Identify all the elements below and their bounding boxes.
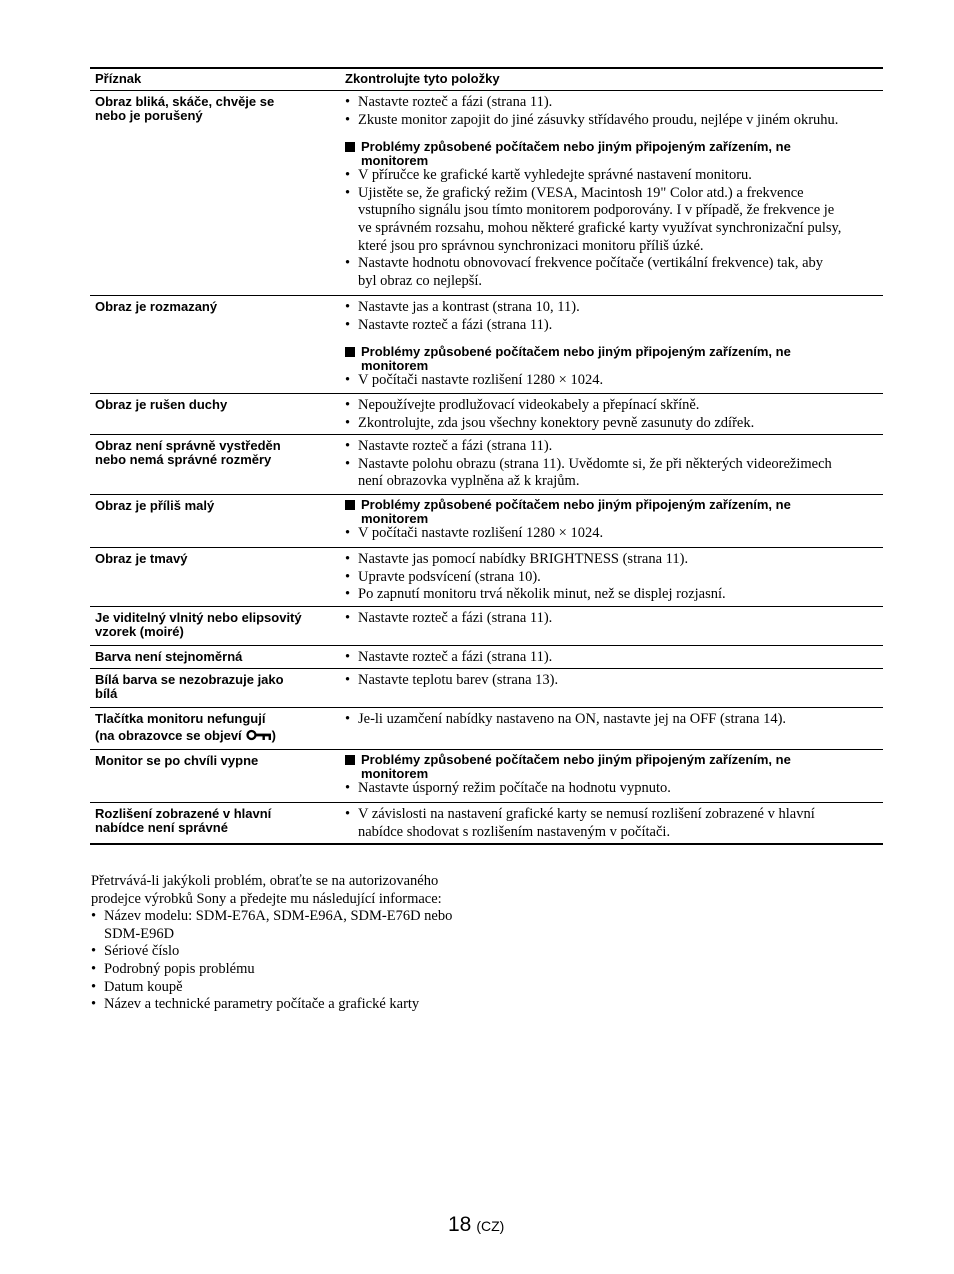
- check-item: [345, 551, 879, 569]
- section-heading-text: Problémy způsobené počítačem nebo jiným připojeným zařízením, ne monitorem: [361, 139, 791, 169]
- bullet-icon: [345, 586, 350, 604]
- symptom-text: Je viditelný vlnitý nebo elipsovitý vzorek (moiré): [95, 610, 302, 639]
- symptom-cell: [90, 91, 340, 295]
- symptom-cell: [90, 435, 340, 494]
- square-bullet-icon: [345, 500, 355, 510]
- table-row: [90, 646, 883, 669]
- bullet-icon: [345, 438, 350, 456]
- checks-cell: [340, 646, 883, 668]
- table-row: [90, 91, 883, 296]
- bullet-icon: [345, 672, 350, 690]
- bullet-icon: [345, 317, 350, 335]
- check-item: [345, 438, 879, 456]
- section-heading: [345, 498, 879, 526]
- table-row: [90, 708, 883, 750]
- square-bullet-icon: [345, 755, 355, 765]
- check-item: [345, 780, 879, 798]
- table-header-row: [90, 69, 883, 91]
- key-icon: [246, 729, 272, 741]
- note-list-item-text: Název a technické parametry počítače a grafické karty: [104, 996, 420, 1013]
- symptom-cell: [90, 495, 340, 547]
- check-item-text: V počítači nastavte rozlišení 1280 × 1024.: [358, 372, 604, 389]
- symptom-text: Obraz je příliš malý: [95, 498, 215, 513]
- symptom-cell: [90, 296, 340, 393]
- bullet-icon: [91, 943, 96, 961]
- check-item: [345, 806, 879, 841]
- check-item-text: Nastavte hodnotu obnovovací frekvence počítače (vertikální frekvence) tak, aby byl obraz co nejlepší.: [358, 255, 824, 289]
- section-heading-text: Problémy způsobené počítačem nebo jiným připojeným zařízením, ne monitorem: [361, 344, 791, 374]
- bullet-icon: [91, 908, 96, 926]
- table-row: [90, 495, 883, 548]
- table-row: [90, 803, 883, 845]
- bullet-icon: [91, 961, 96, 979]
- section-heading: [345, 140, 879, 168]
- page-number-value: 18: [448, 1213, 472, 1236]
- check-item-text: V závislosti na nastavení grafické karty se nemusí rozlišení zobrazené v hlavní nabídce shodovat s rozlišením nastaveným v počítači.: [358, 806, 815, 840]
- symptom-cell: [90, 646, 340, 668]
- note-list-item-text: Sériové číslo: [104, 943, 180, 960]
- note-list-item: [91, 979, 511, 997]
- check-item: [345, 372, 879, 390]
- section-heading-text: Problémy způsobené počítačem nebo jiným připojeným zařízením, ne monitorem: [361, 497, 791, 526]
- checks-cell: [340, 669, 883, 707]
- note-list-item-text: Název modelu: SDM-E76A, SDM-E96A, SDM-E76D nebo SDM-E96D: [104, 908, 453, 942]
- check-item-text: Nastavte teplotu barev (strana 13).: [358, 672, 559, 688]
- symptom-text: Obraz je rozmazaný: [95, 299, 218, 314]
- check-item-text: Po zapnutí monitoru trvá několik minut, než se displej rozjasní.: [358, 586, 726, 603]
- table-row: [90, 435, 883, 495]
- check-item: [345, 185, 879, 255]
- check-item: [345, 569, 879, 587]
- page-number-suffix: (CZ): [476, 1218, 505, 1234]
- check-item-text: Nastavte rozteč a fázi (strana 11).: [358, 610, 553, 626]
- symptom-cell: [90, 548, 340, 606]
- bullet-icon: [345, 551, 350, 569]
- bullet-icon: [345, 525, 350, 543]
- check-item-text: Je-li uzamčení nabídky nastaveno na ON, nastavte jej na OFF (strana 14).: [358, 711, 787, 727]
- bullet-icon: [345, 167, 350, 185]
- checks-cell: [340, 435, 883, 494]
- table-row: [90, 750, 883, 803]
- symptom-cell: [90, 394, 340, 434]
- checks-cell: [340, 803, 883, 843]
- check-item: [345, 525, 879, 543]
- note-list-item: [91, 961, 511, 979]
- bullet-icon: [345, 372, 350, 390]
- bullet-icon: [345, 185, 350, 203]
- bullet-icon: [345, 112, 350, 130]
- page-number: [448, 1213, 504, 1238]
- note-list-item: [91, 943, 511, 961]
- check-item: [345, 672, 879, 690]
- table-row: [90, 394, 883, 435]
- symptom-text: Bílá barva se nezobrazuje jako bílá: [95, 672, 284, 701]
- check-item: [345, 317, 879, 335]
- bullet-icon: [345, 456, 350, 474]
- check-item-text: Nastavte rozteč a fázi (strana 11).: [358, 438, 553, 454]
- check-item: [345, 610, 879, 628]
- check-item-text: Ujistěte se, že grafický režim (VESA, Macintosh 19" Color atd.) a frekvence vstupního signálu jsou tímto monitorem podporovány. I v případě, že frekvence je ve správném rozsahu, mohou některé grafické karty využívat synchronizační pulsy, které jsou pro správnou synchronizaci monitoru příliš úzké.: [358, 184, 842, 254]
- check-item-text: Nastavte polohu obrazu (strana 11). Uvědomte si, že při některých videorežimech není obrazovka vyplněna až k krajům.: [358, 455, 832, 490]
- symptom-text: Monitor se po chvíli vypne: [95, 753, 259, 768]
- bullet-icon: [345, 711, 350, 729]
- bullet-icon: [345, 299, 350, 317]
- check-item-text: Nepoužívejte prodlužovací videokabely a přepínací skříně.: [358, 397, 700, 413]
- symptom-cell: [90, 607, 340, 645]
- column-header-symptom: Příznak: [95, 71, 142, 86]
- square-bullet-icon: [345, 142, 355, 152]
- check-item-text: Nastavte rozteč a fázi (strana 11).: [358, 94, 553, 110]
- table-row: [90, 548, 883, 607]
- table-body: [90, 91, 883, 845]
- checks-cell: [340, 607, 883, 645]
- check-item: [345, 94, 879, 112]
- checks-cell: [340, 708, 883, 749]
- support-note: [91, 873, 511, 1014]
- check-item-text: V počítači nastavte rozlišení 1280 × 1024.: [358, 525, 604, 541]
- check-item-text: Nastavte jas a kontrast (strana 10, 11).: [358, 299, 580, 315]
- check-item: [345, 112, 879, 130]
- square-bullet-icon: [345, 347, 355, 357]
- note-list-item: [91, 996, 511, 1014]
- check-item-text: Upravte podsvícení (strana 10).: [358, 568, 541, 585]
- check-item: [345, 299, 879, 317]
- checks-cell: [340, 394, 883, 434]
- check-item: [345, 456, 879, 491]
- symptom-text: Obraz je rušen duchy: [95, 397, 228, 412]
- bullet-icon: [345, 415, 350, 433]
- symptom-text: Tlačítka monitoru nefungují (na obrazovce se objeví: [95, 711, 266, 743]
- symptom-cell: [90, 750, 340, 802]
- checks-cell: [340, 296, 883, 393]
- bullet-icon: [345, 649, 350, 667]
- bullet-icon: [91, 979, 96, 997]
- symptom-text: Barva není stejnoměrná: [95, 649, 243, 664]
- bullet-icon: [345, 610, 350, 628]
- bullet-icon: [345, 780, 350, 798]
- checks-cell: [340, 750, 883, 802]
- section-heading: [345, 345, 879, 373]
- checks-cell: [340, 548, 883, 606]
- check-item-text: V příručce ke grafické kartě vyhledejte správné nastavení monitoru.: [358, 167, 752, 184]
- table-row: [90, 607, 883, 646]
- bullet-icon: [345, 806, 350, 824]
- symptom-text: Obraz bliká, skáče, chvěje se nebo je porušený: [95, 94, 275, 123]
- note-list-item: [91, 908, 511, 943]
- check-item: [345, 415, 879, 433]
- symptom-text-suffix: ): [271, 728, 277, 743]
- check-item: [345, 255, 879, 290]
- check-item: [345, 397, 879, 415]
- bullet-icon: [91, 996, 96, 1014]
- checks-cell: [340, 91, 883, 295]
- check-item-text: Nastavte úsporný režim počítače na hodnotu vypnuto.: [358, 780, 671, 796]
- symptom-cell: [90, 708, 340, 749]
- checks-cell: [340, 495, 883, 547]
- check-item-text: Nastavte jas pomocí nabídky BRIGHTNESS (strana 11).: [358, 551, 689, 567]
- support-info-list: [91, 908, 511, 1014]
- table-row: [90, 296, 883, 394]
- note-list-item-text: Datum koupě: [104, 978, 183, 995]
- bullet-icon: [345, 255, 350, 273]
- bullet-icon: [345, 397, 350, 415]
- symptom-cell: [90, 669, 340, 707]
- check-item: [345, 649, 879, 667]
- symptom-cell: [90, 803, 340, 843]
- check-item-text: Zkuste monitor zapojit do jiné zásuvky střídavého proudu, nejlépe v jiném okruhu.: [358, 111, 839, 128]
- symptom-text: Obraz není správně vystředěn nebo nemá správné rozměry: [95, 438, 281, 467]
- table-row: [90, 669, 883, 708]
- column-header-checks: Zkontrolujte tyto položky: [345, 71, 500, 86]
- check-item-text: Zkontrolujte, zda jsou všechny konektory pevně zasunuty do zdířek.: [358, 414, 755, 431]
- check-item: [345, 711, 879, 729]
- troubleshooting-table: [90, 67, 883, 845]
- check-item: [345, 586, 879, 604]
- check-item: [345, 167, 879, 185]
- bullet-icon: [345, 569, 350, 587]
- check-item-text: Nastavte rozteč a fázi (strana 11).: [358, 649, 553, 665]
- note-list-item-text: Podrobný popis problému: [104, 960, 255, 977]
- section-heading-text: Problémy způsobené počítačem nebo jiným připojeným zařízením, ne monitorem: [361, 752, 791, 781]
- support-note-intro: Přetrvává-li jakýkoli problém, obraťte se na autorizovaného prodejce výrobků Sony a předejte mu následující informace:: [91, 873, 442, 907]
- symptom-text: Obraz je tmavý: [95, 551, 188, 566]
- check-item-text: Nastavte rozteč a fázi (strana 11).: [358, 316, 553, 333]
- section-heading: [345, 753, 879, 781]
- symptom-text: Rozlišení zobrazené v hlavní nabídce není správné: [95, 806, 272, 835]
- bullet-icon: [345, 94, 350, 112]
